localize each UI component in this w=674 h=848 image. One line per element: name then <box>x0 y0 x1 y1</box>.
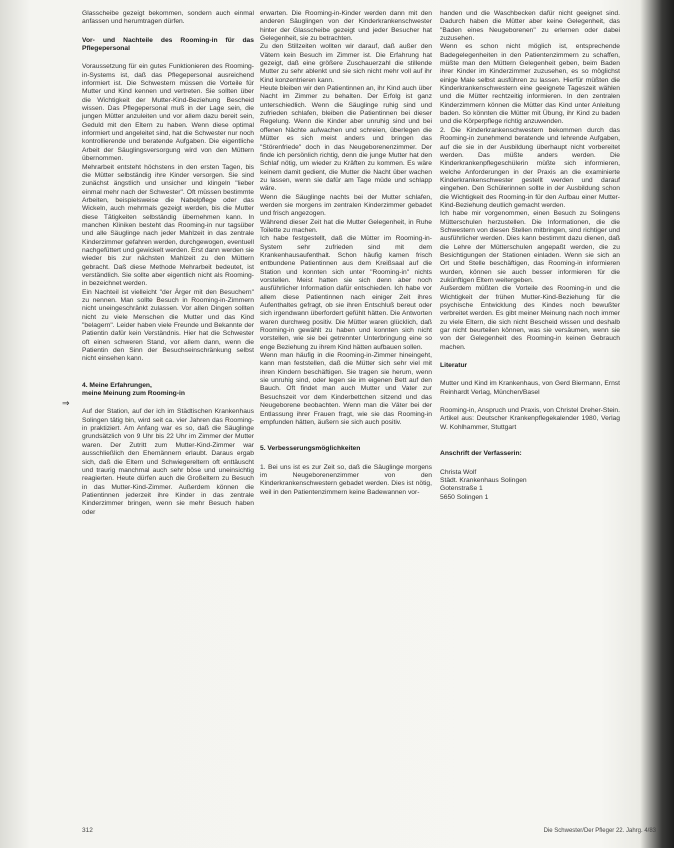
literature-heading: Literatur <box>440 362 468 370</box>
journal-footer: Die Schwester/Der Pfleger 22. Jahrg. 4/83 <box>543 828 656 834</box>
literature-entry: Mutter und Kind im Krankenhaus, von Gerd Biermann, Ernst Reinhardt Verlag, München/Basel <box>440 380 620 396</box>
column-right <box>440 10 620 835</box>
paragraph: Außerdem müßten die Vorteile des Rooming-in und die Wichtigkeit der frühen Mutter-Kind-Beziehung für die psychische Entwicklung des Kindes noch bewußter verbreitet werden. Es gibt meiner Meinung nach noch immer zu viele Eltern, die sich nicht Bescheid wissen und deshalb gar nicht beurteilen können, was sie versäumen, wenn sie von der Gelegenheit des Rooming-in keinen Gebrauch machen. <box>440 285 620 351</box>
address-line: 5650 Solingen 1 <box>440 493 489 501</box>
page-number: 312 <box>82 827 93 834</box>
paragraph: Ich habe festgestellt, daß die Mütter im Rooming-in-System sehr zufrieden sind mit dem Krankenhausaufenthalt. Schon häufig kamen frisch entbundene Patientinnen aus dem Kreißsaal auf die Station und konnten sich unter "Rooming-in" nichts vorstellen. Meist hatten sie sich denn aber noch ausführlicher Information dafür entschieden. Ich habe vor allem diese Patientinnen nach einiger Zeit ihres Aufenthaltes gefragt, ob sie ihren Entschluß bereut oder sich irgendwann überfordert gefühlt hätten. Die Antworten waren durchweg positiv. Die Mütter waren glücklich, daß Rooming-in gewählt zu haben und konnten sich nicht vorstellen, wie sie bei getrennter Unterbringung eine so enge Beziehung zu ihrem Kind hätten aufbauen sollen. <box>260 235 432 351</box>
paragraph: Glasscheibe gezeigt bekommen, sondern auch einmal anfassen und herumtragen dürfen. <box>82 10 254 26</box>
paragraph: erwarten. Die Rooming-in-Kinder werden dann mit den anderen Säuglingen von der Kinderkrankenschwester hinter der Glasscheibe gezeigt und jeder Besucher hat Gelegenheit, sie zu betrachten. <box>260 10 432 43</box>
column-left <box>82 10 254 835</box>
section-heading: 5. Verbesserungsmöglichkeiten <box>260 445 361 453</box>
paragraph: Mehrarbeit entsteht höchstens in den ersten Tagen, bis die Mütter selbständig ihre Kinder versorgen. Sie sind zunächst ängstlich und unsicher und klingeln "lieber einmal mehr nach der Schwester". Oft müssen bestimmte Arbeiten, beispielsweise die Nabelpflege oder das Wickeln, auch mehrmals gezeigt werden, bis die Mutter diese Tätigkeiten selbständig übernehmen kann. In manchen Kliniken besteht das Rooming-in nur tagsüber und alle Säuglinge nach jeder Mahlzeit in das zentrale Kinderzimmer gefahren werden, durchgewogen, eventuell nachgefüttert und gewickelt werden. Erst dann werden sie wieder bis zur nächsten Mahlzeit zu den Müttern gebracht. Daß diese Methode Mehrarbeit bedeutet, ist verständlich. Sie sollte aber eigentlich nicht als Rooming-in bezeichnet werden. <box>82 163 254 288</box>
paragraph: Ich habe mir vorgenommen, einen Besuch zu Solingens Mütterschulen herzustellen. Die Informationen, die die Schwestern von diesen Stellen mitbringen, sind richtiger und ausführlicher werden. Dies kann bestimmt dazu dienen, daß die Lehre der Mütterschulen angepaßt werden, die zu Besichtigungen der Stationen einladen. Wenn sie sich an Ort und Stelle beschäftigen, das Rooming-in informieren wurden, können sie auch besser informieren für die zukünftigen Eltern weitergeben. <box>440 210 620 284</box>
document-page <box>70 10 660 840</box>
margin-mark-icon: ⇒ <box>62 398 70 408</box>
paragraph: 1. Bei uns ist es zur Zeit so, daß die Säuglinge morgens im Neugeborenenzimmer von den Kinderkrankenschwestern gebadet werden. Dies ist nötig, weil in den Patientenzimmern keine Badewannen vor- <box>260 463 432 496</box>
address-line: Gotenstraße 1 <box>440 485 483 493</box>
column-middle <box>260 10 432 835</box>
paragraph: Zu den Stillzeiten wollten wir darauf, daß außer den Vätern kein Besuch im Zimmer ist. Die Erfahrung hat gezeigt, daß eine größere Zuschauerzahl die stillende Mutter zu sehr ablenkt und sie sich nicht mehr voll auf ihr Kind konzentrieren kann. <box>260 43 432 84</box>
paragraph: Ein Nachteil ist vielleicht "der Ärger mit den Besuchern" zu nennen. Man sollte Besuch in Rooming-in-Zimmern nicht uneingeschränkt zulassen. Vor allen Dingen sollten nicht zu viele Menschen die Mutter und das Kind "belagern". Leider haben viele Freunde und Bekannte der Patientin dafür kein Verständnis. Hier hat die Schwester oft einen schweren Stand, vor allem dann, wenn die Patientin den Sinn der Besuchseinschränkung selbst nicht einsehen kann. <box>82 288 254 363</box>
literature-entry: Rooming-in, Anspruch und Praxis, von Christel Dreher-Stein. Artikel aus: Deutscher Krankenpflegekalender 1980, Verlag W. Kohlhammer, Stuttgart <box>440 407 620 431</box>
paragraph: Wenn es schon nicht möglich ist, entsprechende Badegelegenheiten in den Patientenzimmern zu schaffen, müßte man den Müttern Gelegenheit geben, beim Baden ihrer Kinder im Kinderzimmer zuzusehen, es so möglichst einige Male selbst ausführen zu lassen. Hierfür müßten die Kinderkrankenschwestern eine geeignete Tageszeit wählen und die Mütter rechtzeitig informieren. In den zentralen Kinderzimmern können die Mütter das Kind unter Anleitung baden. So könnten die Mütter mit Übung, ihr Kind zu baden und die Körperpflege richtig anzuwenden. <box>440 43 620 126</box>
paragraph: Heute bleiben wir den Patientinnen an, ihr Kind auch über Nacht im Zimmer zu behalten. Der Erfolg ist ganz unterschiedlich. Wenn die Säuglinge ruhig sind und zufrieden schlafen, bleiben die Patientinnen bei dieser Regelung. Wenn die Kinder aber unruhig sind und bei offenen Nächte aufwachen und schreien, überlegen die Mütter es sich meist anders und bringen das "Störenfriede" doch in das Neugeborenenzimmer. Der finde ich persönlich richtig, denn die junge Mutter hat den Schlaf nötig, um wieder zu Kräften zu kommen. Es wäre keinem damit gedient, die Mutter die Nacht über wachen zu lassen, wenn sie dafür am Tage müde und schlapp wäre. <box>260 85 432 193</box>
paragraph: Während dieser Zeit hat die Mutter Gelegenheit, in Ruhe Toilette zu machen. <box>260 218 432 234</box>
paragraph: handen und die Waschbecken dafür nicht geeignet sind. Dadurch haben die Mütter aber keine Gelegenheit, das "Baden eines Neugeborenen" zu erlernen oder dabei zuzusehen. <box>440 10 620 43</box>
paragraph: Auf der Station, auf der ich im Städtischen Krankenhaus Solingen tätig bin, wird seit ca. vier Jahren das Rooming-in praktiziert. Am Anfang war es so, daß die Säuglinge grundsätzlich von 9 Uhr bis 22 Uhr im Zimmer der Mutter waren. Der Zutritt zum Mutter-Kind-Zimmer war ausschließlich den Ehemännern erlaubt. Daraus ergab sich, daß die Eltern und Schwiegereltern oft enttäuscht und traurig manchmal auch sehr böse und uneinsichtig reagierten. Heute dürfen auch die Großeltern zu Besuch in das Mutter-Kind-Zimmer. Außerdem können die Patientinnen jederzeit ihre Kinder in das zentrale Kinderzimmer bringen, wenn sie mehr Besuch haben oder <box>82 408 254 516</box>
author-name: Christa Wolf <box>440 468 477 476</box>
paragraph: Voraussetzung für ein gutes Funktionieren des Rooming-in-Systems ist, daß das Pflegepersonal ausreichend informiert ist. Die Schwestern müssen die Vorteile für Mutter und Kind kennen und vertreten. Sie sollten über die Wichtigkeit der Mutter-Kind-Beziehung Bescheid wissen. Das Pflegepersonal muß in der Lage sein, die jungen Mütter anzuleiten und vor allem dazu bereit sein, Geduld mit den Eltern zu haben. Wenn diese optimal informiert und angeleitet sind, hat die Schwester nur noch kontrollierende und beratende Aufgaben. Die eigentliche Arbeit der Säuglingsversorgung wird von den Müttern übernommen. <box>82 63 254 163</box>
section-heading: 4. Meine Erfahrungen, <box>82 381 152 389</box>
paragraph: Wenn die Säuglinge nachts bei der Mutter schlafen, werden sie morgens im zentralen Kinderzimmer gebadet und frisch angezogen. <box>260 193 432 218</box>
paragraph: Wenn man häufig in die Rooming-in-Zimmer hineingeht, kann man feststellen, daß die Mütter sich sehr viel mit ihren Kindern beschäftigen. Sie tragen sie herum, wenn sie unruhig sind, oder legen sie im eigenen Bett auf den Bauch. Oft findet man auch Mutter und Vater zur Besuchszeit vor dem Kinderbettchen sitzend und das Neugeborene beobachten. Wenn man die Väter bei der Entlassung ihrer Frauen fragt, wie sie das Rooming-in empfunden hätten, äußern sie sich auch positiv. <box>260 352 432 426</box>
address-line: Städt. Krankenhaus Solingen <box>440 476 527 484</box>
section-heading-line2: meine Meinung zum Rooming-in <box>82 390 185 398</box>
author-address-heading: Anschrift der Verfasserin: <box>440 450 522 458</box>
section-heading: Vor- und Nachteile des Rooming-in für das Pflegepersonal <box>82 36 254 53</box>
paragraph: 2. Die Kinderkrankenschwestern bekommen durch das Rooming-in zunehmend beratende und lehrende Aufgaben, auf die sie in der Ausbildung überhaupt nicht vorbereitet werden. Das müßte anders werden. Die Kinderkrankenpflegeschülerin müßte sich informieren, welche Anforderungen in der Praxis an die examinierte Kinderkrankenschwester gestellt werden und darauf eingehen. Den Schülerinnen sollte in der Ausbildung schon die Wichtigkeit des Rooming-in für den Aufbau einer Mutter-Kind-Beziehung deutlich gemacht werden. <box>440 126 620 209</box>
